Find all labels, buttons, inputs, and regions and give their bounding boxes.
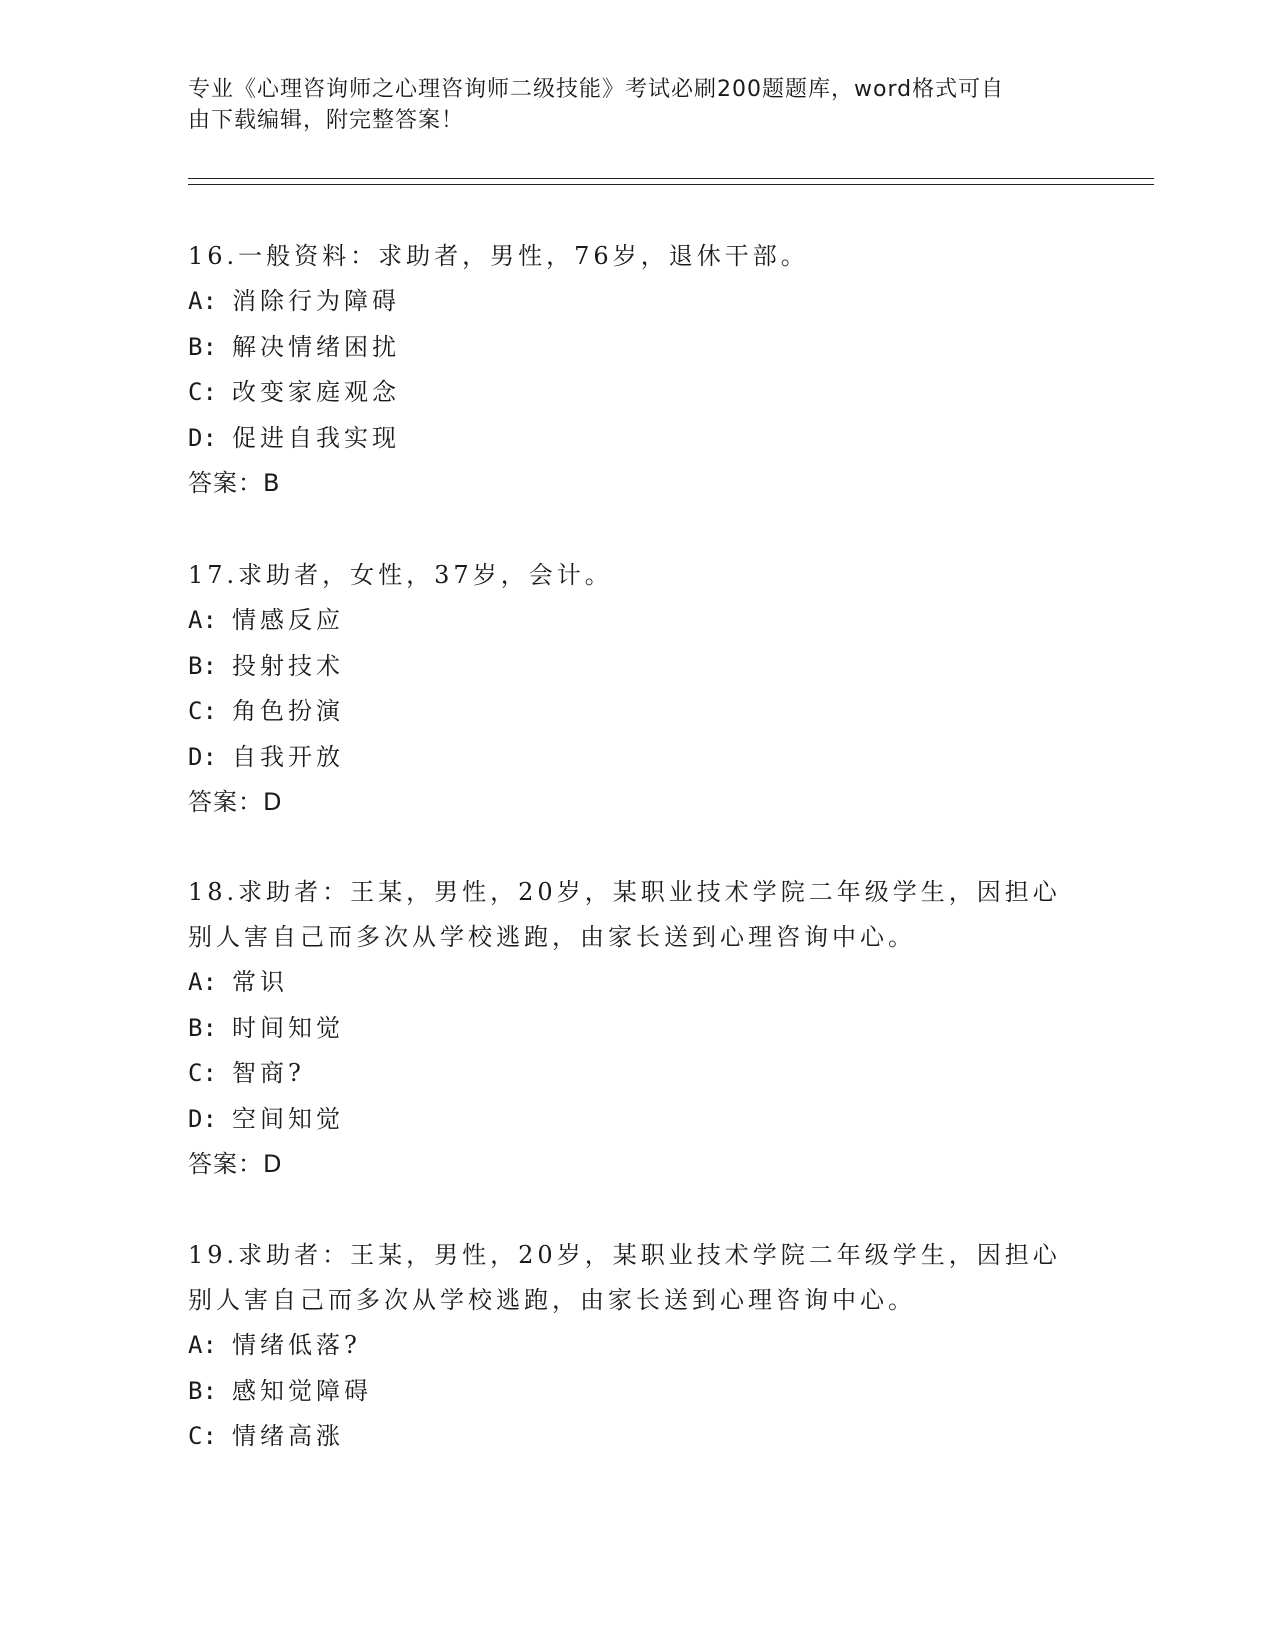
question-stem-line-1: 18.求助者：王某，男性，20岁，某职业技术学院二年级学生，因担心 <box>188 878 1061 906</box>
question-stem-line-2: 别人害自己而多次从学校逃跑，由家长送到心理咨询中心。 <box>188 1286 916 1314</box>
option-c <box>188 689 1088 735</box>
option-letter: B: <box>188 332 217 361</box>
option-a <box>188 598 1088 644</box>
option-b <box>188 1369 1088 1415</box>
option-text: 情绪低落? <box>232 1331 361 1359</box>
option-text: 角色扮演 <box>232 697 344 725</box>
header-divider-top <box>188 178 1154 179</box>
option-text: 感知觉障碍 <box>232 1376 372 1405</box>
option-text: 情绪高涨 <box>232 1422 344 1450</box>
header-intro-line-1: 专业《心理咨询师之心理咨询师二级技能》考试必刷200题题库，word格式可自 <box>188 77 1005 102</box>
option-letter: D: <box>188 1104 217 1133</box>
option-text: 空间知觉 <box>232 1104 344 1133</box>
document-header <box>188 74 1068 136</box>
option-text: 促进自我实现 <box>232 423 400 452</box>
option-d <box>188 1097 1088 1143</box>
option-text: 改变家庭观念 <box>232 378 400 406</box>
option-letter: D: <box>188 423 217 452</box>
option-letter: B: <box>188 1013 217 1042</box>
option-letter: A: <box>188 968 217 996</box>
question-17 <box>188 553 1088 825</box>
option-letter: A: <box>188 287 217 315</box>
option-b <box>188 1006 1088 1052</box>
question-stem-line-2: 别人害自己而多次从学校逃跑，由家长送到心理咨询中心。 <box>188 923 916 951</box>
question-19 <box>188 1233 1088 1460</box>
option-c <box>188 1414 1088 1460</box>
option-a <box>188 960 1088 1006</box>
question-18 <box>188 870 1088 1187</box>
option-c <box>188 1051 1088 1097</box>
header-divider-bottom <box>188 184 1154 185</box>
question-stem: 17.求助者，女性，37岁，会计。 <box>188 561 613 589</box>
option-d <box>188 416 1088 462</box>
option-b <box>188 644 1088 690</box>
option-text: 时间知觉 <box>232 1013 344 1042</box>
question-16 <box>188 234 1088 506</box>
option-text: 常识 <box>232 968 288 996</box>
option-a <box>188 279 1088 325</box>
option-text: 消除行为障碍 <box>232 287 400 315</box>
option-letter: B: <box>188 1376 217 1405</box>
option-letter: D: <box>188 742 217 771</box>
option-d <box>188 735 1088 781</box>
option-b <box>188 325 1088 371</box>
answer-line: 答案：D <box>188 1150 283 1178</box>
option-a <box>188 1323 1088 1369</box>
question-stem-line-1: 19.求助者：王某，男性，20岁，某职业技术学院二年级学生，因担心 <box>188 1241 1061 1269</box>
option-c <box>188 370 1088 416</box>
answer-line: 答案：D <box>188 788 283 816</box>
option-letter: C: <box>188 697 217 725</box>
option-letter: A: <box>188 606 217 634</box>
option-text: 自我开放 <box>232 742 344 771</box>
option-letter: C: <box>188 1059 217 1087</box>
option-letter: A: <box>188 1331 217 1359</box>
option-letter: C: <box>188 1422 217 1450</box>
option-text: 解决情绪困扰 <box>232 332 400 361</box>
answer-line: 答案：B <box>188 469 281 497</box>
option-text: 情感反应 <box>232 606 344 634</box>
option-text: 智商? <box>232 1059 305 1087</box>
option-letter: C: <box>188 378 217 406</box>
header-intro-line-2: 由下载编辑，附完整答案！ <box>188 108 465 133</box>
option-letter: B: <box>188 651 217 680</box>
option-text: 投射技术 <box>232 651 344 680</box>
question-stem: 16.一般资料：求助者，男性，76岁，退休干部。 <box>188 242 809 270</box>
